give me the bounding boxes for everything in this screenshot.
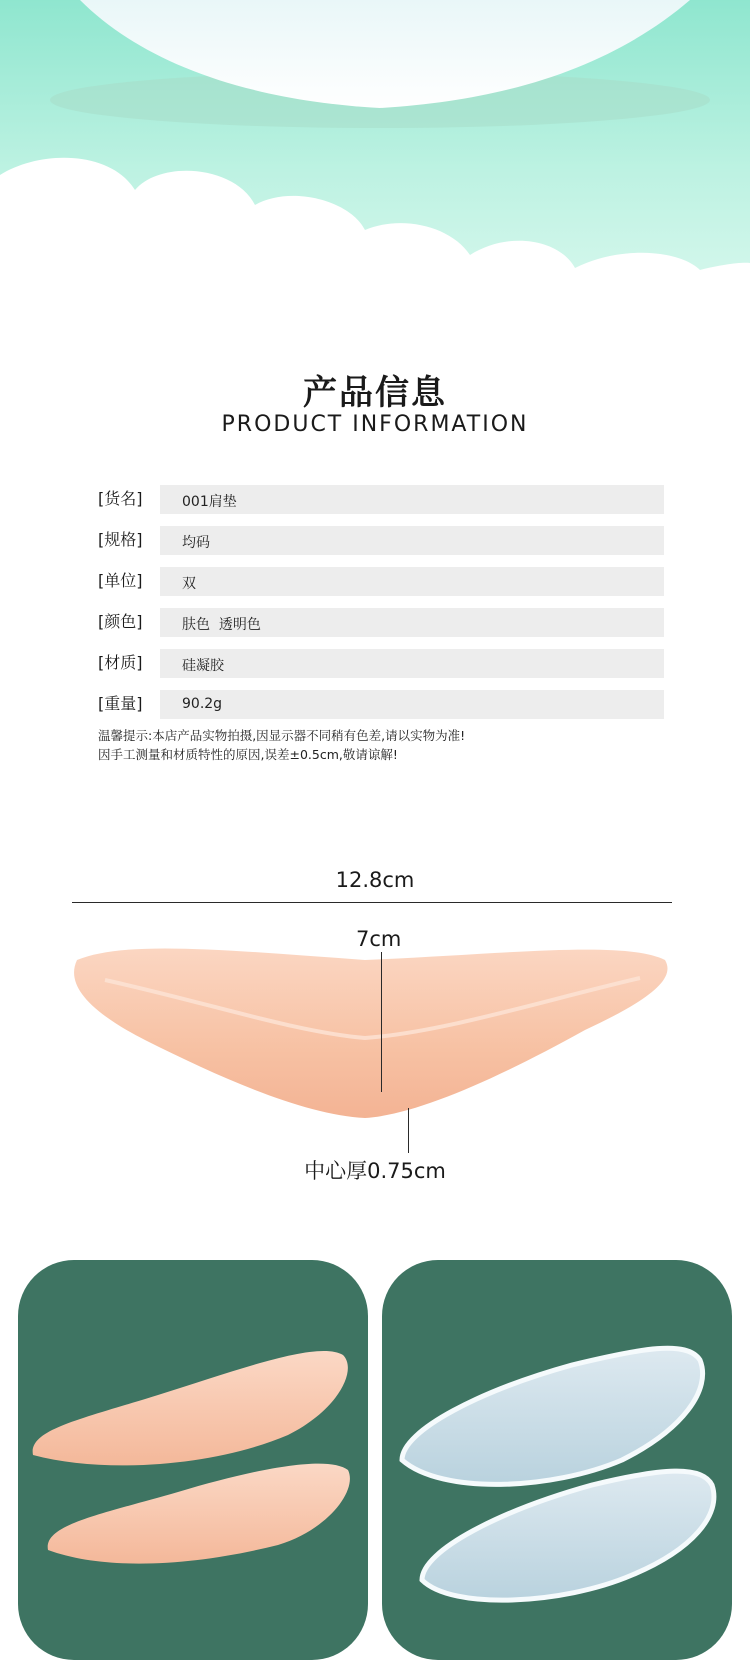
info-row-weight [98, 690, 668, 719]
info-value: 均码 [182, 535, 210, 551]
info-cell [160, 690, 664, 719]
info-label: [规格] [98, 530, 143, 549]
length-line [72, 902, 672, 903]
info-label: [单位] [98, 571, 143, 590]
clear-color-photo-card [382, 1260, 732, 1660]
info-value: 双 [182, 576, 196, 592]
info-value: 硅凝胶 [182, 658, 224, 674]
info-label: [重量] [98, 694, 143, 713]
info-cell [160, 567, 664, 596]
info-value: 肤色 透明色 [182, 617, 261, 633]
width-line [381, 952, 382, 1092]
width-label: 7cm [356, 927, 402, 951]
info-row-material [98, 649, 668, 678]
info-row-color [98, 608, 668, 637]
notice-line-2: 因手工测量和材质特性的原因,误差±0.5cm,敬请谅解! [98, 747, 398, 762]
notice-line-1: 温馨提示:本店产品实物拍摄,因显示器不同稍有色差,请以实物为准! [98, 728, 466, 743]
info-row-name [98, 485, 668, 514]
info-row-unit [98, 567, 668, 596]
info-label: [货名] [98, 489, 143, 508]
section-subtitle: PRODUCT INFORMATION [221, 412, 529, 437]
thickness-line [408, 1108, 409, 1153]
skin-pads-image [18, 1260, 368, 1660]
pad-dimension-image [65, 940, 675, 1120]
thickness-label: 中心厚0.75cm [304, 1159, 446, 1183]
info-cell [160, 526, 664, 555]
hero-illustration [0, 0, 750, 310]
section-title: 产品信息 [303, 373, 447, 413]
info-label: [颜色] [98, 612, 143, 631]
info-label: [材质] [98, 653, 143, 672]
hero-banner [0, 0, 750, 310]
product-info-table [98, 485, 668, 731]
info-row-size [98, 526, 668, 555]
skin-color-photo-card [18, 1260, 368, 1660]
cloud-shape [0, 158, 750, 310]
info-value: 001肩垫 [182, 494, 237, 510]
info-cell [160, 649, 664, 678]
length-label: 12.8cm [335, 868, 415, 892]
clear-pads-image [382, 1260, 732, 1660]
info-value: 90.2g [182, 696, 223, 712]
